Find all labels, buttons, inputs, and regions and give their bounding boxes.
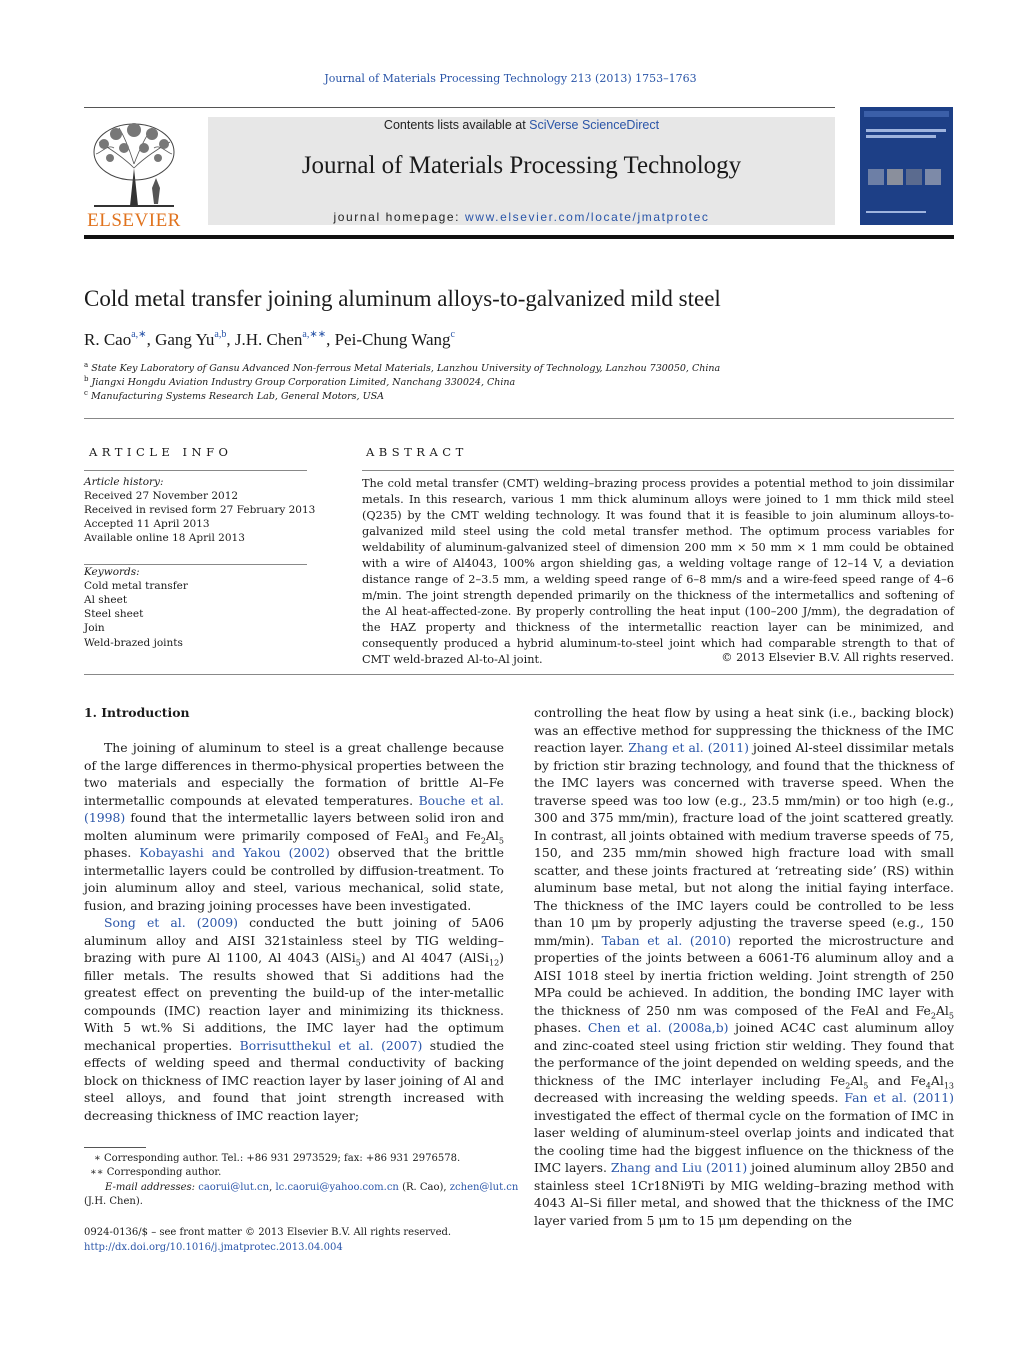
author-name: Pei-Chung Wang	[334, 330, 451, 349]
journal-cover-image	[860, 107, 953, 225]
contents-line	[208, 118, 835, 132]
section-heading: 1. Introduction	[84, 705, 190, 720]
citation-link[interactable]: Zhang and Liu (2011)	[610, 1160, 748, 1175]
article-info-heading: ARTICLE INFO	[89, 445, 233, 459]
author-affiliation-marker[interactable]: a,∗∗	[302, 329, 327, 340]
abstract-text: The cold metal transfer (CMT) welding–brazing process provides a potential method to join dissimilar metals. In this research, various 1 mm thick aluminum alloys were joined to 1 mm thick mild steel (Q235) by the CMT welding technology. It was found that it is feasible to join aluminum alloys-to-galvanized mild steel using the cold metal transfer method. The optimum process variables for weldability of aluminum-galvanized steel of dimension 200 mm × 50 mm × 1 mm could be obtained with a wire of Al4043, 100% argon shielding gas, a welding voltage range of 12–14 V, a deviation distance range of 2–3.5 mm, a welding speed range of 6–8 mm/s and a wire-feed speed range of 4–6 m/min. The joint strength depended primarily on the thickness of the intermetallics and softening of the Al heat-affected-zone. By properly controlling the heat input (100–200 J/mm), the degradation of the HAZ property and thickness of the intermetallic reaction layer can be minimized, and consequently produced a hybrid aluminum-to-steel joint which had comparable strength to that of CMT weld-brazed Al-to-Al joint.	[362, 477, 954, 666]
footnote-rule	[84, 1147, 146, 1148]
divider	[84, 674, 954, 675]
author-affiliation-marker[interactable]: c	[450, 329, 455, 340]
abstract-copyright: © 2013 Elsevier B.V. All rights reserved.	[721, 651, 954, 664]
keyword: Al sheet	[84, 594, 128, 606]
affiliation-text: Manufacturing Systems Research Lab, General Motors, USA	[90, 391, 384, 403]
journal-citation-link[interactable]: Journal of Materials Processing Technology 213 (2013) 1753–1763	[324, 72, 697, 85]
author-list: R. Cao$^{a,∗}$, Gang Yu$^{a,b}$, J.H. Chen$^{a,∗∗}$, Pei-Chung Wang$^c$	[84, 329, 455, 349]
history-item: Available online 18 April 2013	[84, 532, 245, 544]
divider	[362, 470, 954, 471]
divider	[84, 418, 954, 419]
citation-link[interactable]: Bouche et al. (1998)	[84, 792, 504, 825]
citation-link[interactable]: Fan et al. (2011)	[844, 1090, 954, 1105]
divider	[84, 564, 307, 565]
elsevier-wordmark: ELSEVIER	[87, 210, 181, 231]
body-column-right	[534, 704, 954, 1229]
sciencedirect-link[interactable]: SciVerse ScienceDirect	[529, 118, 660, 132]
keyword: Weld-brazed joints	[84, 637, 183, 649]
citation-link[interactable]: Chen et al. (2008a,b)	[587, 1020, 729, 1035]
article-title: Cold metal transfer joining aluminum alloys-to-galvanized mild steel	[84, 286, 721, 311]
affiliation	[84, 361, 720, 374]
body-paragraph: The joining of aluminum to steel is a great challenge because of the large differences in thermo-physical properties between the two materials and especially the formation of brittle Al–Fe intermetallic compounds at elevated temperatures. Bouche et al. (1998) found that the intermetallic layers between solid iron and molten aluminum were primarily composed of FeAl$_3$ and $Fe_2Al_5$ phases. Kobayashi and Yakou (2002) observed that the brittle intermetallic layers could be controlled by diffusion-treatment. To join aluminum alloy and steel, various mechanical, solid state, fusion, and brazing joining processes have been investigated.	[84, 740, 504, 913]
author-name: J.H. Chen	[234, 330, 303, 349]
history-item: Received 27 November 2012	[84, 490, 239, 502]
history-label: Article history:	[84, 476, 164, 488]
affiliation-text: State Key Laboratory of Gansu Advanced Non-ferrous Metal Materials, Lanzhou University of Technology, Lanzhou 730050, China	[91, 363, 721, 375]
email-link[interactable]: caorui@lut.cn	[198, 1182, 270, 1193]
history-item: Accepted 11 April 2013	[84, 518, 210, 530]
homepage-link[interactable]: www.elsevier.com/locate/jmatprotec	[465, 210, 710, 224]
citation-link[interactable]: Borrisutthekul et al. (2007)	[239, 1037, 423, 1053]
author-name: R. Cao	[84, 330, 132, 349]
contents-prefix: Contents lists available at	[383, 118, 530, 132]
author-affiliation-marker[interactable]: a,∗	[131, 329, 147, 340]
email-label: E-mail addresses:	[105, 1182, 196, 1193]
email-owner: (R. Cao),	[402, 1182, 447, 1193]
masthead-divider	[84, 235, 954, 239]
history-item: Received in revised form 27 February 2013	[84, 504, 316, 516]
keyword: Cold metal transfer	[84, 580, 188, 592]
keyword: Join	[84, 622, 105, 634]
affiliation-marker: b	[84, 375, 89, 383]
divider	[84, 470, 307, 471]
affiliation-marker: c	[84, 389, 88, 397]
affiliation-marker: a	[84, 361, 89, 369]
body-paragraph: controlling the heat flow by using a heat sink (i.e., backing block) was an effective method for suppressing the thickness of the IMC reaction layer. Zhang et al. (2011) joined Al-steel dissimilar metals by friction stir brazing technology, and found that the thickness of the IMC layers was concerned with traverse speed. When the traverse speed was too low (e.g., 23.5 mm/min) or too high (e.g., 300 and 375 mm/min), fracture load of the joint scattered greatly. In contrast, all joints obtained with medium traverse speeds of 75, 150, and 235 mm/min showed high fracture load with small scatter, and these joints fractured at ‘retreating side’ (RS) within aluminum base metal, but not along the initial faying interface. The thickness of the IMC layers could be controlled to be less than 10 μm by properly adjusting the traverse speed (e.g., 150 mm/min). Taban et al. (2010) reported the microstructure and properties of the joints between a 6061-T6 aluminum alloy and a AISI 1018 steel by inertia friction welding. Joint strength of 250 MPa could be achieved. In addition, the bonding IMC layer with the thickness of 250 nm was composed of the FeAl and $Fe_2Al_5$ phases. Chen et al. (2008a,b) joined AC4C cast aluminum alloy and zinc-coated steel using friction stir welding. They found that the performance of the joint depended on welding speeds, and the thickness of the IMC interlayer including $Fe_2Al_5$ and $Fe_4Al_{13}$ decreased with increasing the welding speeds. Fan et al. (2011) investigated the effect of thermal cycle on the formation of IMC in laser welding of aluminum-steel overlap joints and indicated that the cooling time had the biggest influence on the thickness of the IMC layers. Zhang and Liu (2011) joined aluminum alloy 2B50 and stainless steel 1Cr18Ni9Ti by MIG welding–brazing method with 4043 Al–Si filler metal, and showed that the thickness of the IMC layer varied from 5 μm to 15 μm depending on the	[534, 705, 955, 1228]
footnote-emails: E-mail addresses: caorui@lut.cn, lc.caorui@yahoo.com.cn (R. Cao), zchen@lut.cn	[105, 1182, 519, 1193]
footnote-corresponding-author: ∗ Corresponding author. Tel.: +86 931 2973529; fax: +86 931 2976578.	[94, 1153, 461, 1164]
author-affiliation-marker[interactable]: a,b	[214, 329, 227, 340]
email-owner: (J.H. Chen).	[84, 1196, 143, 1207]
journal-homepage	[208, 210, 835, 224]
body-column-left	[84, 704, 504, 1124]
affiliation-text: Jiangxi Hongdu Aviation Industry Group Corporation Limited, Nanchang 330024, China	[91, 377, 516, 389]
author-name: Gang Yu	[155, 330, 215, 349]
citation-link[interactable]: Song et al. (2009)	[104, 915, 238, 930]
citation-link[interactable]: Taban et al. (2010)	[601, 932, 732, 948]
journal-name: Journal of Materials Processing Technology	[301, 152, 742, 179]
header-rule	[84, 107, 835, 108]
keyword: Steel sheet	[84, 608, 144, 620]
citation-link[interactable]: Zhang et al. (2011)	[628, 740, 749, 755]
email-link[interactable]: zchen@lut.cn	[449, 1182, 519, 1193]
citation-link[interactable]: Kobayashi and Yakou (2002)	[139, 845, 330, 860]
body-paragraph: Song et al. (2009) conducted the butt joining of 5A06 aluminum alloy and AISI 321stainless steel by TIG welding–brazing with pure Al 1100, Al 4043 (AlSi$_5$) and Al 4047 (AlSi$_{12}$) filler metals. The results showed that Si additions had the greatest effect on preventing the build-up of the inter-metallic compounds (IMC) reaction layer and minimizing its thickness. With 5 wt.% Si additions, the IMC layer had the optimum mechanical properties. Borrisutthekul et al. (2007) studied the effects of welding speed and thermal conductivity of backing block on thickness of IMC reaction layer by laser joining of Al and steel alloys, and found that joint strength increased with decreasing thickness of IMC reaction layer;	[84, 915, 505, 1123]
journal-cover-thumbnail[interactable]	[860, 107, 953, 225]
abstract-heading: ABSTRACT	[366, 445, 468, 459]
issn-line: 0924-0136/$ – see front matter © 2013 Elsevier B.V. All rights reserved.	[84, 1227, 452, 1238]
affiliation	[84, 375, 515, 388]
doi-link[interactable]: http://dx.doi.org/10.1016/j.jmatprotec.2013.04.004	[84, 1242, 343, 1253]
homepage-prefix: journal homepage:	[333, 210, 466, 224]
affiliation	[84, 389, 384, 402]
email-link[interactable]: lc.caorui@yahoo.com.cn	[275, 1182, 399, 1193]
footnote-corresponding-author: ∗∗ Corresponding author.	[90, 1167, 222, 1178]
keywords-label: Keywords:	[84, 566, 140, 578]
elsevier-logo[interactable]	[84, 118, 184, 230]
